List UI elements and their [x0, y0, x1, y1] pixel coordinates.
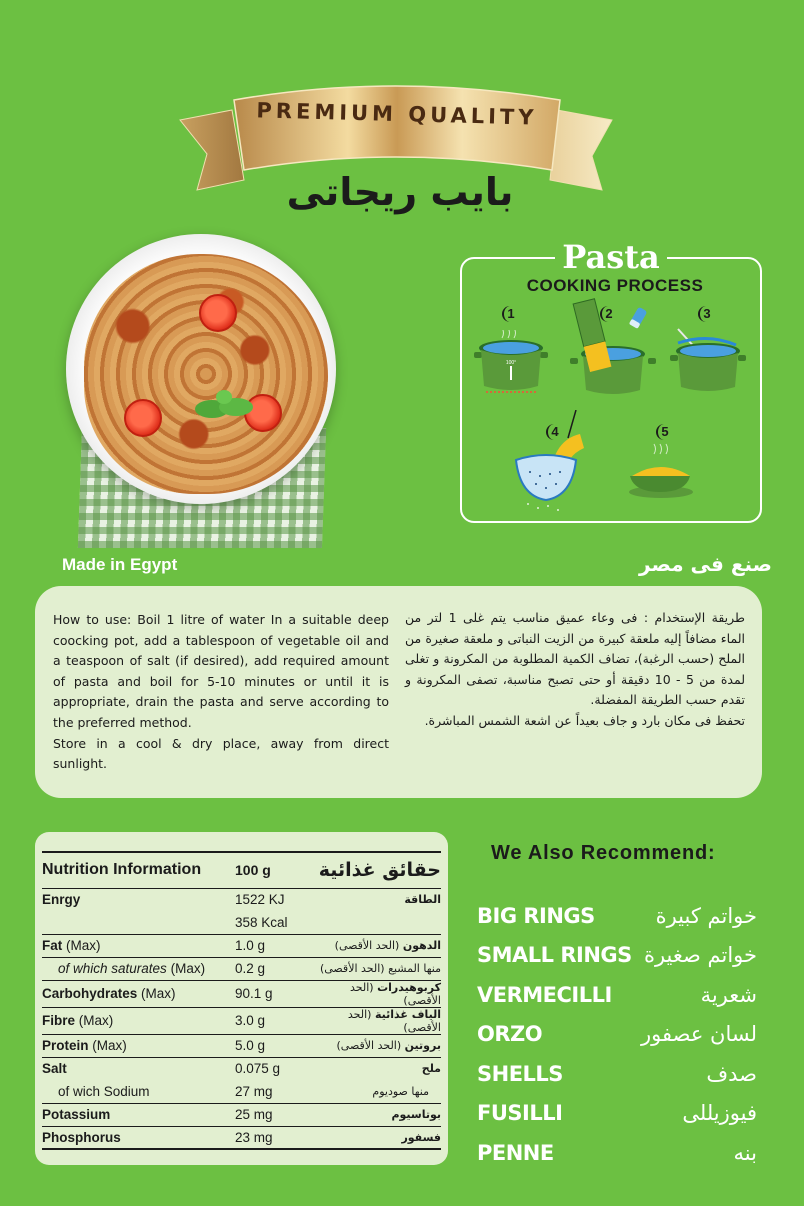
recommend-item	[477, 1015, 757, 1055]
cooking-steps	[460, 300, 762, 520]
nutrient-qualifier: (Max)	[92, 1038, 127, 1053]
product-name-en: BIG RINGS	[477, 903, 595, 928]
nutrient-name-ar: منها المشبع	[388, 962, 441, 975]
product-name-ar: خواتم صغيرة	[643, 943, 757, 968]
pasta-plate-image	[62, 228, 362, 553]
step-number: 5	[656, 424, 672, 440]
product-name-ar: بنه	[733, 1140, 757, 1165]
nutrient-qualifier-ar: (الحد الأقصى)	[347, 1007, 441, 1034]
nutrient-value: 0.075 g	[235, 1057, 315, 1080]
recommend-item	[477, 1054, 757, 1094]
storage-arabic: تحفظ فى مكان بارد و جاف بعيداً عن اشعة الشمس المباشرة.	[424, 712, 745, 728]
recommend-item	[477, 1094, 757, 1134]
nutrient-qualifier: (Max)	[141, 986, 176, 1001]
product-name-ar: خواتم كبيرة	[655, 903, 757, 928]
nutrition-title-ar: حقائق غذائية	[315, 852, 441, 888]
nutrient-value: 90.1 g	[235, 980, 315, 1007]
per-serving: 100 g	[235, 852, 315, 888]
product-name-ar: فيوزيللى	[682, 1101, 757, 1126]
product-name-en: ORZO	[477, 1022, 543, 1047]
nutrient-qualifier-ar: (الحد الأقصى)	[319, 962, 385, 975]
nutrient-name: Fat	[42, 938, 63, 953]
product-name-ar: صدف	[706, 1061, 757, 1086]
instructions-card	[35, 586, 762, 798]
made-in-arabic: صنع فى مصر	[639, 552, 772, 576]
product-name-ar: شعرية	[700, 982, 757, 1007]
basil-leaf-icon	[194, 389, 254, 423]
nutrient-value: 25 mg	[235, 1103, 315, 1126]
nutrient-value: 0.2 g	[235, 957, 315, 980]
product-name-en: PENNE	[477, 1140, 554, 1165]
tomato-icon	[199, 294, 237, 332]
add-pasta-and-salt-icon	[568, 290, 658, 395]
tomato-icon	[124, 399, 162, 437]
nutrient-qualifier-ar: (الحد الأقصى)	[334, 939, 400, 952]
step-number: 3	[698, 306, 714, 322]
nutrient-qualifier-ar: (الحد الأقصى)	[350, 980, 441, 1007]
nutrient-value: 27 mg	[235, 1083, 273, 1099]
nutrition-row	[42, 1103, 441, 1126]
serve-bowl-icon	[626, 440, 696, 500]
nutrient-name-ar: الطاقة	[315, 888, 441, 911]
step-number: 2	[600, 306, 616, 322]
made-in-english: Made in Egypt	[62, 555, 178, 574]
product-name-en: FUSILLI	[477, 1101, 563, 1126]
product-name-arabic: بايب ريجاتى	[286, 170, 514, 214]
nutrient-name: Phosphorus	[42, 1126, 235, 1149]
nutrient-value: 1.0 g	[235, 934, 315, 957]
step-number: 4	[546, 424, 562, 440]
nutrient-qualifier: (Max)	[78, 1013, 114, 1028]
recommend-title: We Also Recommend:	[491, 842, 716, 864]
nutrition-header-row	[42, 852, 441, 888]
recommend-item	[477, 975, 757, 1015]
nutrient-name: Protein	[42, 1038, 89, 1053]
recommend-list	[477, 896, 757, 1173]
nutrient-name-ar: بوتاسيوم	[315, 1103, 441, 1126]
nutrient-value: 23 mg	[235, 1126, 315, 1149]
nutrient-value: 1522 KJ	[235, 888, 315, 911]
nutrition-row	[42, 1126, 441, 1149]
nutrient-qualifier: (Max)	[170, 961, 206, 976]
nutrition-table	[42, 851, 441, 1150]
nutrient-name: Carbohydrates	[42, 986, 138, 1001]
instructions-english	[53, 610, 389, 775]
ribbon-label: PREMIUM QUALITY	[256, 98, 538, 130]
nutrition-row	[42, 934, 441, 957]
svg-text:100°: 100°	[505, 360, 517, 366]
instructions-arabic	[405, 608, 745, 732]
nutrient-name: of which saturates	[58, 961, 167, 976]
nutrition-row	[42, 980, 441, 1007]
nutrient-name-ar: بروتين	[404, 1039, 441, 1052]
stir-pot-icon	[668, 325, 748, 395]
nutrient-name-ar: ملح	[315, 1057, 441, 1080]
nutrient-name: Enrgy	[42, 888, 235, 911]
nutrition-row	[42, 1034, 441, 1057]
nutrient-name: Fibre	[42, 1013, 76, 1028]
nutrient-name: of wich Sodium	[58, 1083, 150, 1099]
storage-english: Store in a cool & dry place, away from direct sunlight.	[53, 735, 389, 772]
product-name-en: VERMECILLI	[477, 982, 612, 1007]
nutrient-name-ar: الدهون	[402, 939, 441, 952]
nutrition-row	[42, 1057, 441, 1080]
product-name-ar: لسان عصفور	[641, 1022, 757, 1047]
product-name-en: SMALL RINGS	[477, 943, 632, 968]
boiling-pot-icon	[472, 330, 550, 395]
usage-english: How to use: Boil 1 litre of water In a suitable deep coocking pot, add a tablespoon of vegetable oil and a teaspoon of salt (if desired), add required amount of pasta and boil for 5-10 minutes or until it is appropriate, drain the pasta and serve according to the preferred method.	[53, 612, 389, 730]
recommend-item	[477, 936, 757, 976]
nutrient-name-ar: منها صوديوم	[372, 1084, 429, 1098]
step-number: 1	[502, 306, 518, 322]
nutrient-value: 3.0 g	[235, 1007, 315, 1034]
nutrition-row	[42, 957, 441, 980]
nutrient-name: Salt	[42, 1057, 235, 1080]
nutrient-name: Potassium	[42, 1103, 235, 1126]
pasta-brand-logo: Pasta	[555, 235, 667, 279]
nutrition-row	[42, 911, 441, 934]
cooking-process-title: COOKING PROCESS	[526, 276, 704, 295]
nutrient-value: 5.0 g	[235, 1034, 315, 1057]
nutrient-name-ar: الياف غذائية	[374, 1007, 441, 1021]
product-name-en: SHELLS	[477, 1061, 563, 1086]
nutrition-title-en: Nutrition Information	[42, 852, 235, 888]
nutrient-name-ar: فسفور	[315, 1126, 441, 1149]
pasta-pile	[84, 254, 328, 494]
nutrient-value: 358 Kcal	[235, 914, 288, 930]
usage-arabic: طريقة الإستخدام : فى وعاء عميق مناسب يتم غلى 1 لتر من الماء مضافاً إليه ملعقة كبيرة من الزيت النباتى و ملعقة صغيرة من الملح (حسب الرغبة)، تضاف الكمية المطلوبة من المكرونة و تغلى لمدة من 5 - 10 دقيقة أو حتى تصبح مناسبة، تصفى المكرونة و تقدم حسب الطريقة المفضلة.	[405, 610, 746, 708]
drain-colander-icon	[514, 410, 594, 515]
nutrition-facts-card	[35, 832, 448, 1165]
nutrition-row	[42, 1007, 441, 1034]
nutrient-name-ar: كربوهيدرات	[377, 980, 441, 994]
recommend-item	[477, 1133, 757, 1173]
nutrient-qualifier: (Max)	[66, 938, 101, 953]
nutrient-qualifier-ar: (الحد الأقصى)	[336, 1039, 402, 1052]
plate	[66, 234, 336, 504]
nutrition-row	[42, 888, 441, 911]
recommend-item	[477, 896, 757, 936]
nutrition-row	[42, 1080, 441, 1103]
